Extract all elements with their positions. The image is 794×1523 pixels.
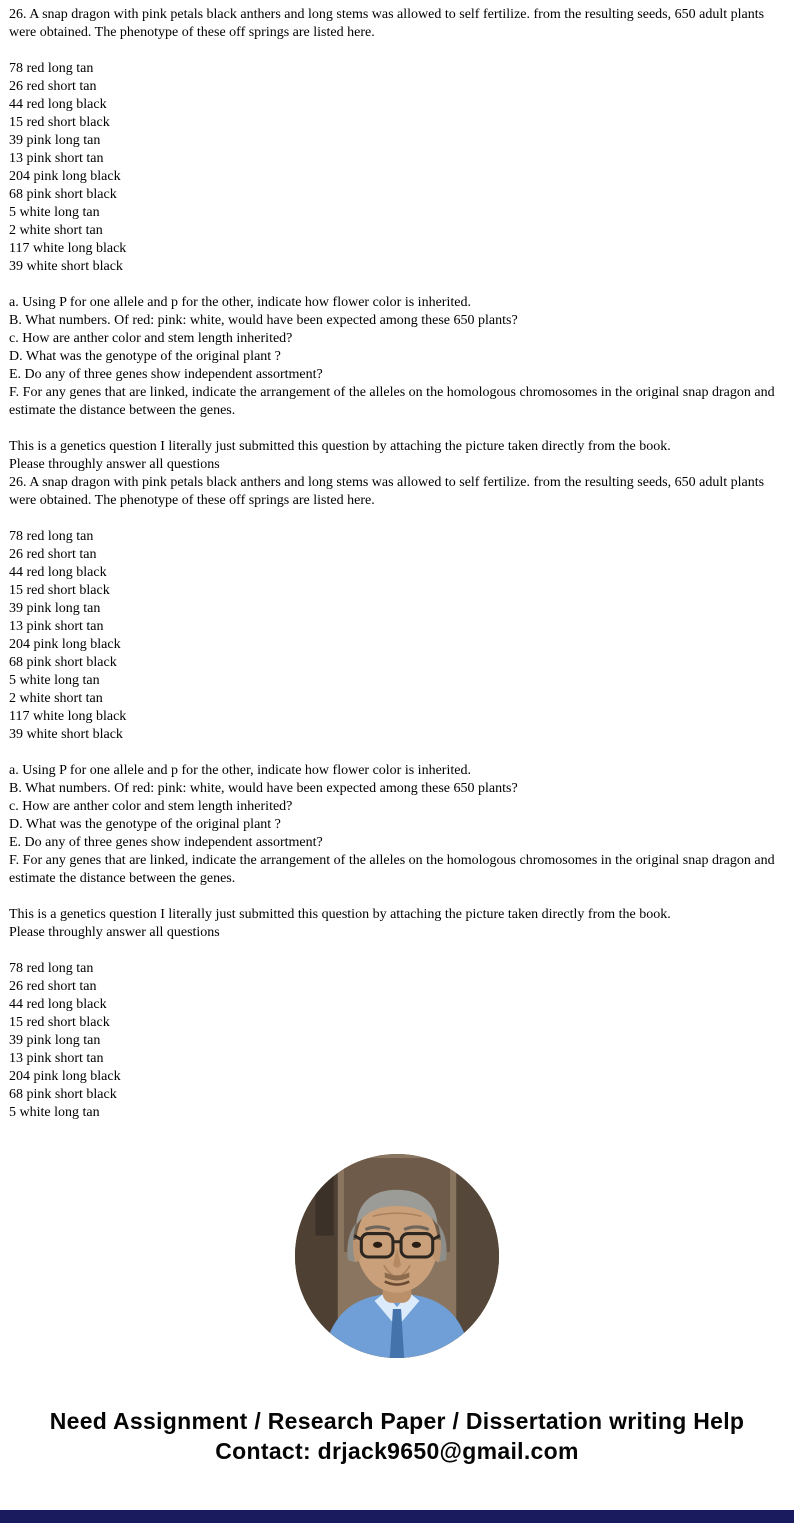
phenotype-line: 39 pink long tan xyxy=(9,601,101,616)
phenotype-line: 26 red short tan xyxy=(9,979,97,994)
question-line: c. How are anther color and stem length inherited? xyxy=(9,799,293,814)
phenotype-line: 78 red long tan xyxy=(9,961,94,976)
phenotype-line: 204 pink long black xyxy=(9,1069,121,1084)
phenotype-list-repeat xyxy=(9,528,778,744)
note-line: Please throughly answer all questions xyxy=(9,925,220,940)
phenotype-line: 26 red short tan xyxy=(9,547,97,562)
phenotype-line: 26 red short tan xyxy=(9,79,97,94)
question-line: E. Do any of three genes show independent assortment? xyxy=(9,367,323,382)
question-intro: 26. A snap dragon with pink petals black anthers and long stems was allowed to self fertilize. from the resulting seeds, 650 adult plants were obtained. The phenotype of these off springs are listed here. xyxy=(9,7,765,40)
bottom-bar xyxy=(0,1510,794,1523)
phenotype-list-partial xyxy=(9,960,778,1122)
phenotype-line: 15 red short black xyxy=(9,115,110,130)
tutor-photo xyxy=(295,1154,499,1358)
note-line: This is a genetics question I literally just submitted this question by attaching the picture taken directly from the book. xyxy=(9,907,671,922)
question-line: a. Using P for one allele and p for the other, indicate how flower color is inherited. xyxy=(9,295,471,310)
question-intro-repeat: 26. A snap dragon with pink petals black anthers and long stems was allowed to self fertilize. from the resulting seeds, 650 adult plants were obtained. The phenotype of these off springs are listed here. xyxy=(9,475,765,508)
question-line: a. Using P for one allele and p for the other, indicate how flower color is inherited. xyxy=(9,763,471,778)
question-list-repeat xyxy=(9,762,778,888)
question-line: B. What numbers. Of red: pink: white, would have been expected among these 650 plants? xyxy=(9,781,518,796)
question-line: D. What was the genotype of the original plant ? xyxy=(9,349,281,364)
phenotype-line: 2 white short tan xyxy=(9,691,103,706)
question-line: B. What numbers. Of red: pink: white, would have been expected among these 650 plants? xyxy=(9,313,518,328)
question-list xyxy=(9,294,778,420)
phenotype-line: 39 pink long tan xyxy=(9,1033,101,1048)
note-line: Please throughly answer all questions xyxy=(9,457,220,472)
submitter-note xyxy=(9,438,778,474)
phenotype-line: 44 red long black xyxy=(9,997,107,1012)
phenotype-line: 117 white long black xyxy=(9,241,127,256)
phenotype-line: 13 pink short tan xyxy=(9,1051,104,1066)
phenotype-list xyxy=(9,60,778,276)
tutor-photo-graphic xyxy=(295,1154,499,1358)
phenotype-line: 13 pink short tan xyxy=(9,151,104,166)
promo-headline: Need Assignment / Research Paper / Dissertation writing Help xyxy=(49,1408,745,1434)
phenotype-line: 44 red long black xyxy=(9,97,107,112)
phenotype-line: 78 red long tan xyxy=(9,61,94,76)
phenotype-line: 68 pink short black xyxy=(9,655,117,670)
promo-contact-email: Contact: drjack9650@gmail.com xyxy=(215,1438,579,1464)
phenotype-line: 15 red short black xyxy=(9,583,110,598)
question-line: F. For any genes that are linked, indicate the arrangement of the alleles on the homologous chromosomes in the original snap dragon and estimate the distance between the genes. xyxy=(9,853,775,886)
note-line: This is a genetics question I literally just submitted this question by attaching the picture taken directly from the book. xyxy=(9,439,671,454)
question-line: c. How are anther color and stem length inherited? xyxy=(9,331,293,346)
phenotype-line: 68 pink short black xyxy=(9,1087,117,1102)
phenotype-line: 117 white long black xyxy=(9,709,127,724)
phenotype-line: 204 pink long black xyxy=(9,637,121,652)
question-line: E. Do any of three genes show independent assortment? xyxy=(9,835,323,850)
phenotype-line: 15 red short black xyxy=(9,1015,110,1030)
submitter-note-repeat xyxy=(9,906,778,942)
phenotype-line: 39 white short black xyxy=(9,727,123,742)
phenotype-line: 2 white short tan xyxy=(9,223,103,238)
promo-footer xyxy=(0,1406,794,1466)
phenotype-line: 44 red long black xyxy=(9,565,107,580)
question-line: F. For any genes that are linked, indicate the arrangement of the alleles on the homologous chromosomes in the original snap dragon and estimate the distance between the genes. xyxy=(9,385,775,418)
phenotype-line: 78 red long tan xyxy=(9,529,94,544)
phenotype-line: 5 white long tan xyxy=(9,205,100,220)
phenotype-line: 68 pink short black xyxy=(9,187,117,202)
phenotype-line: 5 white long tan xyxy=(9,1105,100,1120)
question-line: D. What was the genotype of the original plant ? xyxy=(9,817,281,832)
phenotype-line: 13 pink short tan xyxy=(9,619,104,634)
phenotype-line: 39 white short black xyxy=(9,259,123,274)
phenotype-line: 204 pink long black xyxy=(9,169,121,184)
phenotype-line: 39 pink long tan xyxy=(9,133,101,148)
phenotype-line: 5 white long tan xyxy=(9,673,100,688)
